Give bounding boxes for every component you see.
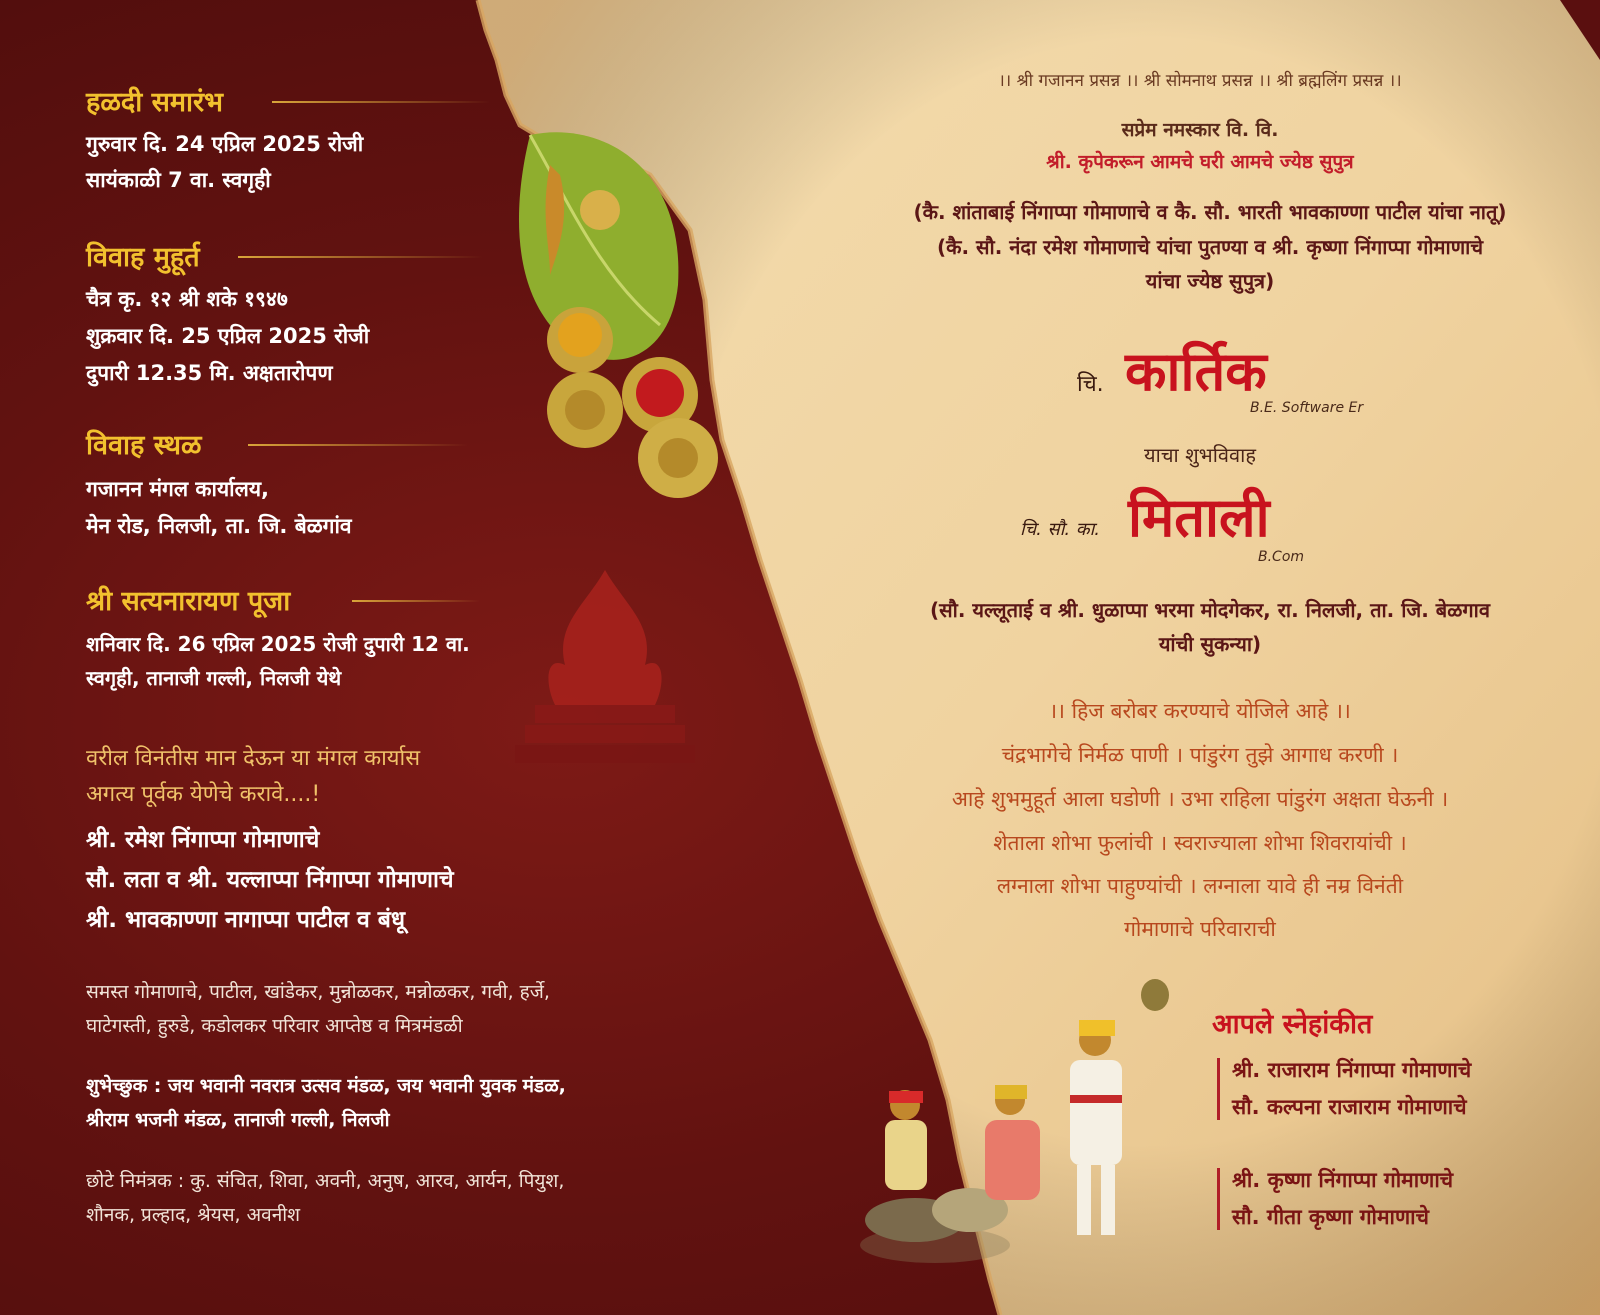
wellwishers-line-1: शुभेच्छुक : जय भवानी नवरात्र उत्सव मंडळ, जय भवानी युवक मंडळ, [86,1075,566,1097]
muhurt-tithi: चैत्र कृ. १२ श्री शके १९४७ [86,287,288,311]
greeting: सप्रेम नमस्कार वि. वि. [1121,119,1279,141]
puja-date: शनिवार दि. 26 एप्रिल 2025 रोजी दुपारी 12 वा. [86,632,470,656]
little-inviters-line-1: छोटे निमंत्रक : कु. संचित, शिवा, अवनी, अनुष, आरव, आर्यन, पियुश, [86,1170,565,1192]
inviter-1: श्री. रमेश निंगाप्पा गोमाणाचे [86,827,320,853]
host-name: सौ. गीता कृष्णा गोमाणाचे [1232,1205,1429,1229]
host-name: सौ. कल्पना राजाराम गोमाणाचे [1232,1095,1467,1119]
little-inviters-line-2: शौनक, प्रल्हाद, श्रेयस, अवनीश [86,1204,301,1226]
inviter-3: श्री. भावकाण्णा नागाप्पा पाटील व बंधू [86,907,406,933]
host-name: श्री. कृष्णा निंगाप्पा गोमाणाचे [1232,1168,1454,1192]
poem-line: लग्नाला शोभा पाहुण्यांची । लग्नाला यावे ही नम्र विनंती [996,874,1404,898]
invocation: ।। श्री गजानन प्रसन्न ।। श्री सोमनाथ प्रसन्न ।। श्री ब्रह्मलिंग प्रसन्न ।। [998,71,1402,91]
havan-fire-icon [515,565,695,765]
inviter-2: सौ. लता व श्री. यल्लाप्पा निंगाप्पा गोमाणाचे [86,867,454,893]
heading-divider [352,600,480,602]
groom-family-line-2: (कै. सौ. नंदा रमेश गोमाणाचे यांचा पुतण्या व श्री. कृष्णा निंगाप्पा गोमाणाचे [936,235,1484,259]
haldi-date: गुरुवार दि. 24 एप्रिल 2025 रोजी [86,132,364,156]
muhurt-heading: विवाह मुहूर्त [86,242,200,273]
host-name: श्री. राजाराम निंगाप्पा गोमाणाचे [1232,1058,1472,1082]
haldi-kumkum-platter [510,125,745,505]
groom-qualification: B.E. Software Er [1250,400,1364,416]
musicians-illustration [855,975,1175,1275]
haldi-time: सायंकाळी 7 वा. स्वगृही [86,168,271,192]
connector-text: याचा शुभविवाह [1144,443,1256,467]
poem-line: ।। हिज बरोबर करण्याचे योजिले आहे ।। [1049,699,1351,723]
request-line-2: अगत्य पूर्वक येणेचे करावे....! [86,782,321,807]
haldi-heading: हळदी समारंभ [86,87,224,118]
puja-place: स्वगृही, तानाजी गल्ली, निलजी येथे [86,666,342,690]
intro: श्री. कृपेकरून आमचे घरी आमचे ज्येष्ठ सुपुत्र [1046,151,1354,173]
poem-line: आहे शुभमुहूर्त आला घडोणी । उभा राहिला पांडुरंग अक्षता घेऊनी । [951,787,1449,811]
host-divider [1217,1168,1220,1230]
muhurt-time: दुपारी 12.35 मि. अक्षतारोपण [86,361,333,385]
heading-divider [248,444,468,446]
bride-family-line-2: यांची सुकन्या) [1158,632,1262,656]
puja-heading: श्री सत्यनारायण पूजा [86,586,291,617]
bride-prefix: चि. सौ. का. [1020,519,1101,540]
bride-family-line-1: (सौ. यल्लूताई व श्री. धुळाप्पा भरमा मोदगेकर, रा. निलजी, ता. जि. बेळगाव [930,598,1490,622]
venue-address: मेन रोड, निलजी, ता. जि. बेळगांव [86,514,352,538]
hosts-heading: आपले स्नेहांकीत [1212,1009,1373,1040]
groom-prefix: चि. [1077,372,1104,397]
wellwishers-line-2: श्रीराम भजनी मंडळ, तानाजी गल्ली, निलजी [86,1109,390,1131]
heading-divider [238,256,483,258]
venue-hall: गजानन मंगल कार्यालय, [86,477,269,501]
bride-name: मिताली [1128,485,1270,549]
groom-family-line-3: यांचा ज्येष्ठ सुपुत्र) [1145,269,1275,293]
poem-line: शेताला शोभा फुलांची । स्वराज्याला शोभा शिवरायांची । [993,831,1407,855]
families-line-2: घाटेगस्ती, हुरुडे, कडोलकर परिवार आप्तेष्ठ व मित्रमंडळी [86,1015,463,1037]
venue-heading: विवाह स्थळ [86,430,202,461]
muhurt-date: शुक्रवार दि. 25 एप्रिल 2025 रोजी [86,324,370,348]
heading-divider [272,101,490,103]
groom-name: कार्तिक [1125,339,1267,403]
groom-family-line-1: (कै. शांताबाई निंगाप्पा गोमाणाचे व कै. सौ. भारती भावकाण्णा पाटील यांचा नातू) [913,200,1507,224]
request-line-1: वरील विनंतीस मान देऊन या मंगल कार्यास [86,746,421,771]
host-divider [1217,1058,1220,1120]
families-line-1: समस्त गोमाणाचे, पाटील, खांडेकर, मुन्नोळकर, मन्नोळकर, गवी, हर्जे, [86,981,550,1003]
poem-line: चंद्रभागेचे निर्मळ पाणी । पांडुरंग तुझे आगाध करणी । [1001,743,1399,767]
poem-line: गोमाणाचे परिवाराची [1124,917,1276,941]
bride-qualification: B.Com [1258,549,1305,565]
